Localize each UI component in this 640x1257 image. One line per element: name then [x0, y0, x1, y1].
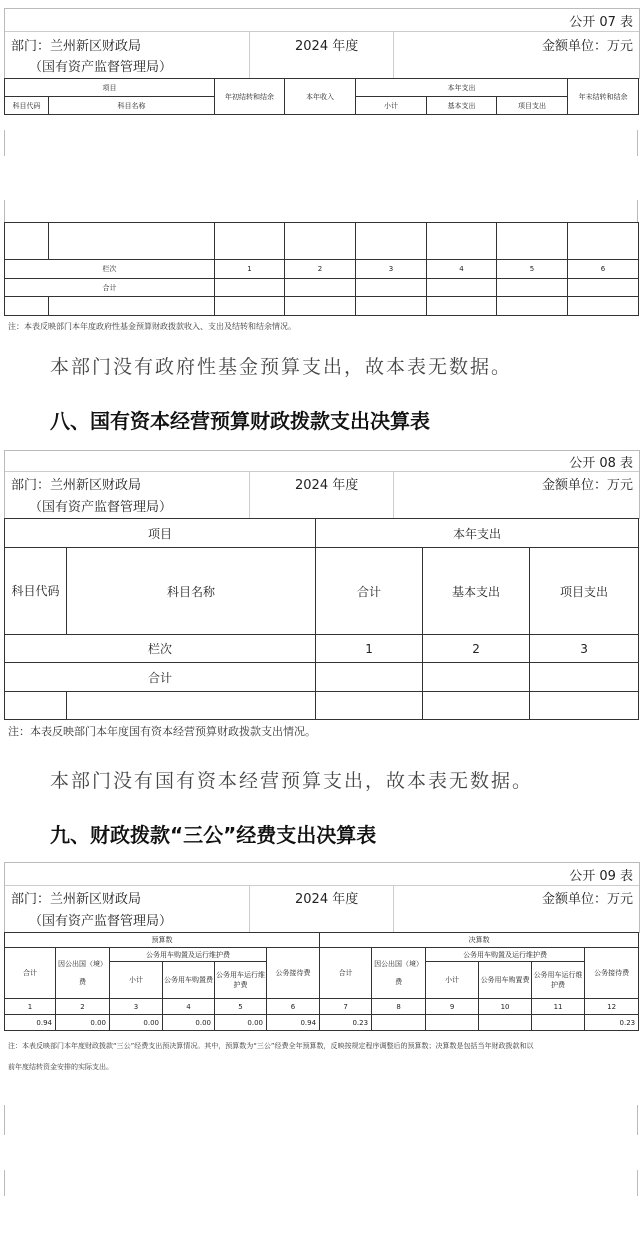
t08-h-project: 项目支出: [530, 548, 639, 635]
t07-row-total: 合计: [5, 279, 215, 297]
t09-h-sub: 小计: [110, 962, 163, 999]
table08-note: 注：本表反映部门本年度国有资本经营预算财政拨款支出情况。: [8, 725, 316, 738]
t09-value: 0.23: [320, 1015, 372, 1031]
t09-col: 4: [163, 999, 215, 1015]
section-8-title: 八、国有资本经营预算财政拨款支出决算表: [50, 409, 430, 433]
t09-value: 0.00: [215, 1015, 267, 1031]
page-break-mark: [637, 130, 638, 156]
t09-value: 0.23: [585, 1015, 639, 1031]
year-label: 2024 年度: [295, 892, 359, 907]
t09-col: 8: [372, 999, 426, 1015]
table07-header: [4, 8, 640, 79]
t09-h-final: 决算数: [320, 933, 639, 948]
t09-value: [372, 1015, 426, 1031]
page-break-mark: [4, 200, 5, 222]
table08-header: [4, 450, 640, 519]
t09-col: 7: [320, 999, 372, 1015]
t08-row-total: 合计: [5, 663, 316, 692]
table07-body: [4, 222, 639, 316]
t09-col: 11: [532, 999, 585, 1015]
t07-col-4: 4: [427, 260, 497, 279]
page-break-mark: [4, 130, 5, 156]
t09-value: 0.00: [163, 1015, 215, 1031]
table09-note-line2: 前年度结转资金安排的实际支出。: [8, 1063, 113, 1071]
table09-code: 公开 09 表: [569, 869, 633, 884]
t08-h-total: 合计: [316, 548, 423, 635]
t08-h-expense: 本年支出: [316, 519, 639, 548]
dept-label: 部门：兰州新区财政局: [11, 39, 142, 54]
t09-h-abroad-final: 因公出国（境）费: [372, 948, 426, 999]
t07-row-col: 栏次: [5, 260, 215, 279]
t09-h-budget: 预算数: [5, 933, 320, 948]
dept-sub-label: （国有资产监督管理局）: [29, 60, 173, 75]
t09-value: 0.00: [56, 1015, 110, 1031]
dept-label: 部门：兰州新区财政局: [11, 478, 142, 493]
t07-col-5: 5: [497, 260, 568, 279]
t09-value: 0.94: [5, 1015, 56, 1031]
table08-code: 公开 08 表: [569, 456, 633, 471]
t09-col: 10: [479, 999, 532, 1015]
t09-h-purchase-final: 公务用车购置费: [479, 962, 532, 999]
t09-h-run-final: 公务用车运行维护费: [532, 962, 585, 999]
t07-h-name: 科目名称: [49, 97, 215, 115]
t08-h-basic: 基本支出: [423, 548, 530, 635]
t09-h-abroad: 因公出国（境）费: [56, 948, 110, 999]
t09-h-reception-final: 公务接待费: [585, 948, 639, 999]
table09-note-line1: 注：本表反映部门本年度财政拨款“三公”经费支出预决算情况。其中，预算数为“三公”经费全年预算数，反映按规定程序调整后的预算数；决算数是包括当年财政拨款和以: [8, 1042, 534, 1050]
t09-col: 3: [110, 999, 163, 1015]
page-break-mark: [637, 1105, 638, 1135]
unit-label: 金额单位：万元: [541, 478, 633, 493]
t09-h-reception: 公务接待费: [267, 948, 320, 999]
table07-note: 注：本表反映部门本年度政府性基金预算财政拨款收入、支出及结转和结余情况。: [8, 322, 296, 331]
t09-value: [479, 1015, 532, 1031]
unit-label: 金额单位：万元: [541, 39, 633, 54]
t09-h-purchase: 公务用车购置费: [163, 962, 215, 999]
t08-h-code: 科目代码: [5, 548, 67, 635]
t07-h-income: 本年收入: [285, 79, 356, 115]
t08-h-item: 项目: [5, 519, 316, 548]
year-label: 2024 年度: [295, 478, 359, 493]
t07-h-subtotal: 小计: [356, 97, 427, 115]
t09-value: 0.94: [267, 1015, 320, 1031]
page-break-mark: [4, 1105, 5, 1135]
t09-h-vehicle-final: 公务用车购置及运行维护费: [426, 948, 585, 962]
t09-col-index-row: [5, 999, 639, 1015]
t08-col-1: 1: [316, 635, 423, 663]
t09-h-total: 合计: [5, 948, 56, 999]
t08-row-col: 栏次: [5, 635, 316, 663]
t09-col: 1: [5, 999, 56, 1015]
t08-col-2: 2: [423, 635, 530, 663]
table08: [4, 518, 639, 720]
t07-col-1: 1: [215, 260, 285, 279]
t08-col-3: 3: [530, 635, 639, 663]
t09-value-row: [5, 1015, 639, 1031]
dept-sub-label: （国有资产监督管理局）: [29, 914, 173, 929]
t09-h-vehicle: 公务用车购置及运行维护费: [110, 948, 267, 962]
year-label: 2024 年度: [295, 39, 359, 54]
t08-h-name: 科目名称: [67, 548, 316, 635]
t09-col: 6: [267, 999, 320, 1015]
t07-h-expense: 本年支出: [356, 79, 568, 97]
t09-value: [532, 1015, 585, 1031]
statement-07: 本部门没有政府性基金预算支出，故本表无数据。: [50, 356, 513, 378]
t09-col: 2: [56, 999, 110, 1015]
t07-col-3: 3: [356, 260, 427, 279]
dept-sub-label: （国有资产监督管理局）: [29, 500, 173, 515]
t09-h-total-final: 合计: [320, 948, 372, 999]
t09-col: 12: [585, 999, 639, 1015]
unit-label: 金额单位：万元: [541, 892, 633, 907]
t09-col: 9: [426, 999, 479, 1015]
t07-h-code: 科目代码: [5, 97, 49, 115]
table07-code: 公开 07 表: [569, 15, 633, 30]
dept-label: 部门：兰州新区财政局: [11, 892, 142, 907]
t09-h-run: 公务用车运行维护费: [215, 962, 267, 999]
t09-value: 0.00: [110, 1015, 163, 1031]
t09-value: [426, 1015, 479, 1031]
page-break-mark: [4, 1170, 5, 1196]
page-break-mark: [637, 1170, 638, 1196]
section-9-title: 九、财政拨款“三公”经费支出决算表: [50, 823, 377, 847]
statement-08: 本部门没有国有资本经营预算支出，故本表无数据。: [50, 770, 534, 792]
t07-h-project: 项目支出: [497, 97, 568, 115]
t07-h-end: 年末结转和结余: [568, 79, 639, 115]
table09-header: [4, 862, 640, 933]
t07-col-2: 2: [285, 260, 356, 279]
t07-col-6: 6: [568, 260, 639, 279]
table07-head: [4, 78, 639, 115]
t07-h-begin: 年初结转和结余: [215, 79, 285, 115]
t07-h-basic: 基本支出: [427, 97, 497, 115]
t07-h-item: 项目: [5, 79, 215, 97]
t09-col: 5: [215, 999, 267, 1015]
t09-h-sub-final: 小计: [426, 962, 479, 999]
table09: [4, 932, 639, 1031]
page-break-mark: [637, 200, 638, 222]
